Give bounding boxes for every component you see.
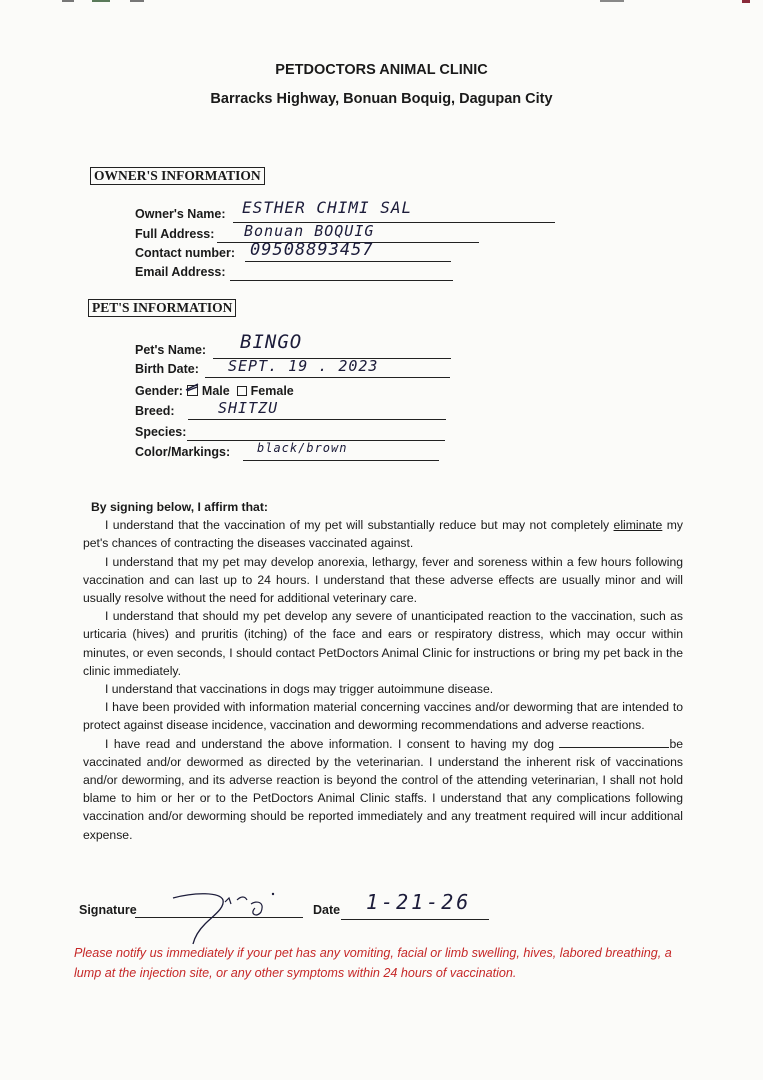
pet-color-value: black/brown <box>257 441 348 455</box>
pet-name-value: BINGO <box>240 331 303 353</box>
date-line[interactable] <box>341 919 489 920</box>
dog-name-blank[interactable] <box>559 735 669 748</box>
clinic-name: PETDOCTORS ANIMAL CLINIC <box>275 62 488 78</box>
vaccination-notice: Please notify us immediately if your pet has any vomiting, facial or limb swelling, hives, labored breathing, a lump at the injection site, or any other symptoms within 24 hours of vaccination. <box>74 946 672 980</box>
owner-contact-value: 09508893457 <box>250 240 374 260</box>
owner-address-field[interactable] <box>135 227 214 241</box>
check-mark-icon <box>185 382 199 394</box>
owner-email-label: Email Address: <box>135 265 226 279</box>
clinic-address: Barracks Highway, Bonuan Boquig, Dagupan City <box>210 91 553 107</box>
pet-breed-field[interactable] <box>135 404 175 418</box>
owner-address-value: Bonuan BOQUIG <box>244 222 375 240</box>
signature-label: Signature <box>79 903 137 917</box>
pet-color-label: Color/Markings: <box>135 445 231 459</box>
gender-male-label: Male <box>201 384 230 398</box>
owner-contact-field[interactable] <box>135 246 235 260</box>
owner-address-label: Full Address: <box>135 227 215 241</box>
owner-email-field[interactable] <box>135 265 226 279</box>
pet-color-field[interactable] <box>135 445 230 459</box>
gender-female-checkbox[interactable] <box>237 386 247 396</box>
owner-name-value: ESTHER CHIMI SAL <box>242 198 413 217</box>
pet-breed-value: SHITZU <box>218 399 279 417</box>
owner-name-label: Owner's Name: <box>135 207 226 221</box>
consent-paragraph-5: I have been provided with information material concerning vaccines and/or deworming that are intended to protect against disease incidence, vaccination and deworming recommendations and adverse reactions. <box>83 700 683 733</box>
owner-section-title: OWNER'S INFORMATION <box>90 167 265 185</box>
pet-birth-field[interactable] <box>135 362 199 376</box>
pet-birth-label: Birth Date: <box>135 362 199 376</box>
pet-name-label: Pet's Name: <box>135 343 207 357</box>
signature-image <box>165 890 295 950</box>
pet-section-title: PET'S INFORMATION <box>88 299 236 317</box>
consent-paragraph-3: I understand that should my pet develop any severe of unanticipated reaction to the vaccination, such as urticaria (hives) and pruritis (itching) of the face and ears or respiratory distress, which may occur within minutes, or even seconds, I should contact PetDoctors Animal Clinic for instructions or bring my pet back in the clinic immediately. <box>83 609 683 678</box>
pet-breed-label: Breed: <box>135 404 175 418</box>
pet-species-label: Species: <box>135 425 187 439</box>
pet-birth-value: SEPT. 19 . 2023 <box>228 357 379 375</box>
gender-male-checkbox[interactable] <box>187 385 198 396</box>
consent-paragraph-4: I understand that vaccinations in dogs may trigger autoimmune disease. <box>105 682 494 697</box>
consent-paragraph-6: I have read and understand the above information. I consent to having my dog be vaccinated and/or dewormed as directed by the veterinarian. I understand the inherent risk of vaccinations and/or deworming, and its adverse reaction is beyond the control of the attending veterinarian, I shall not hold blame to him or her or to the PetDoctors Animal Clinic staffs. I understand that any complications following vaccination and/or deworming should be reported immediately and any treatment required will incur additional expense. <box>83 736 683 842</box>
owner-name-field[interactable] <box>135 207 226 221</box>
consent-lead: By signing below, I affirm that: <box>91 500 268 514</box>
consent-text <box>83 498 683 844</box>
consent-paragraph-2: I understand that my pet may develop anorexia, lethargy, fever and soreness within a few hours following vaccination and can last up to 24 hours. I understand that these adverse effects are usually minor and will usually resolve without the need for additional veterinary care. <box>83 554 683 606</box>
pet-name-field[interactable] <box>135 343 206 357</box>
pet-gender-field[interactable] <box>135 384 294 398</box>
pet-species-field[interactable] <box>135 425 186 439</box>
date-value: 1-21-26 <box>366 890 472 914</box>
consent-paragraph-1: I understand that the vaccination of my pet will substantially reduce but may not completely eliminate my pet's chances of contracting the diseases vaccinated against. <box>83 518 683 551</box>
date-label: Date <box>313 903 341 917</box>
top-edge-marks <box>0 0 763 4</box>
owner-contact-label: Contact number: <box>135 246 235 260</box>
gender-female-label: Female <box>250 384 294 398</box>
pet-gender-label: Gender: <box>135 384 183 398</box>
